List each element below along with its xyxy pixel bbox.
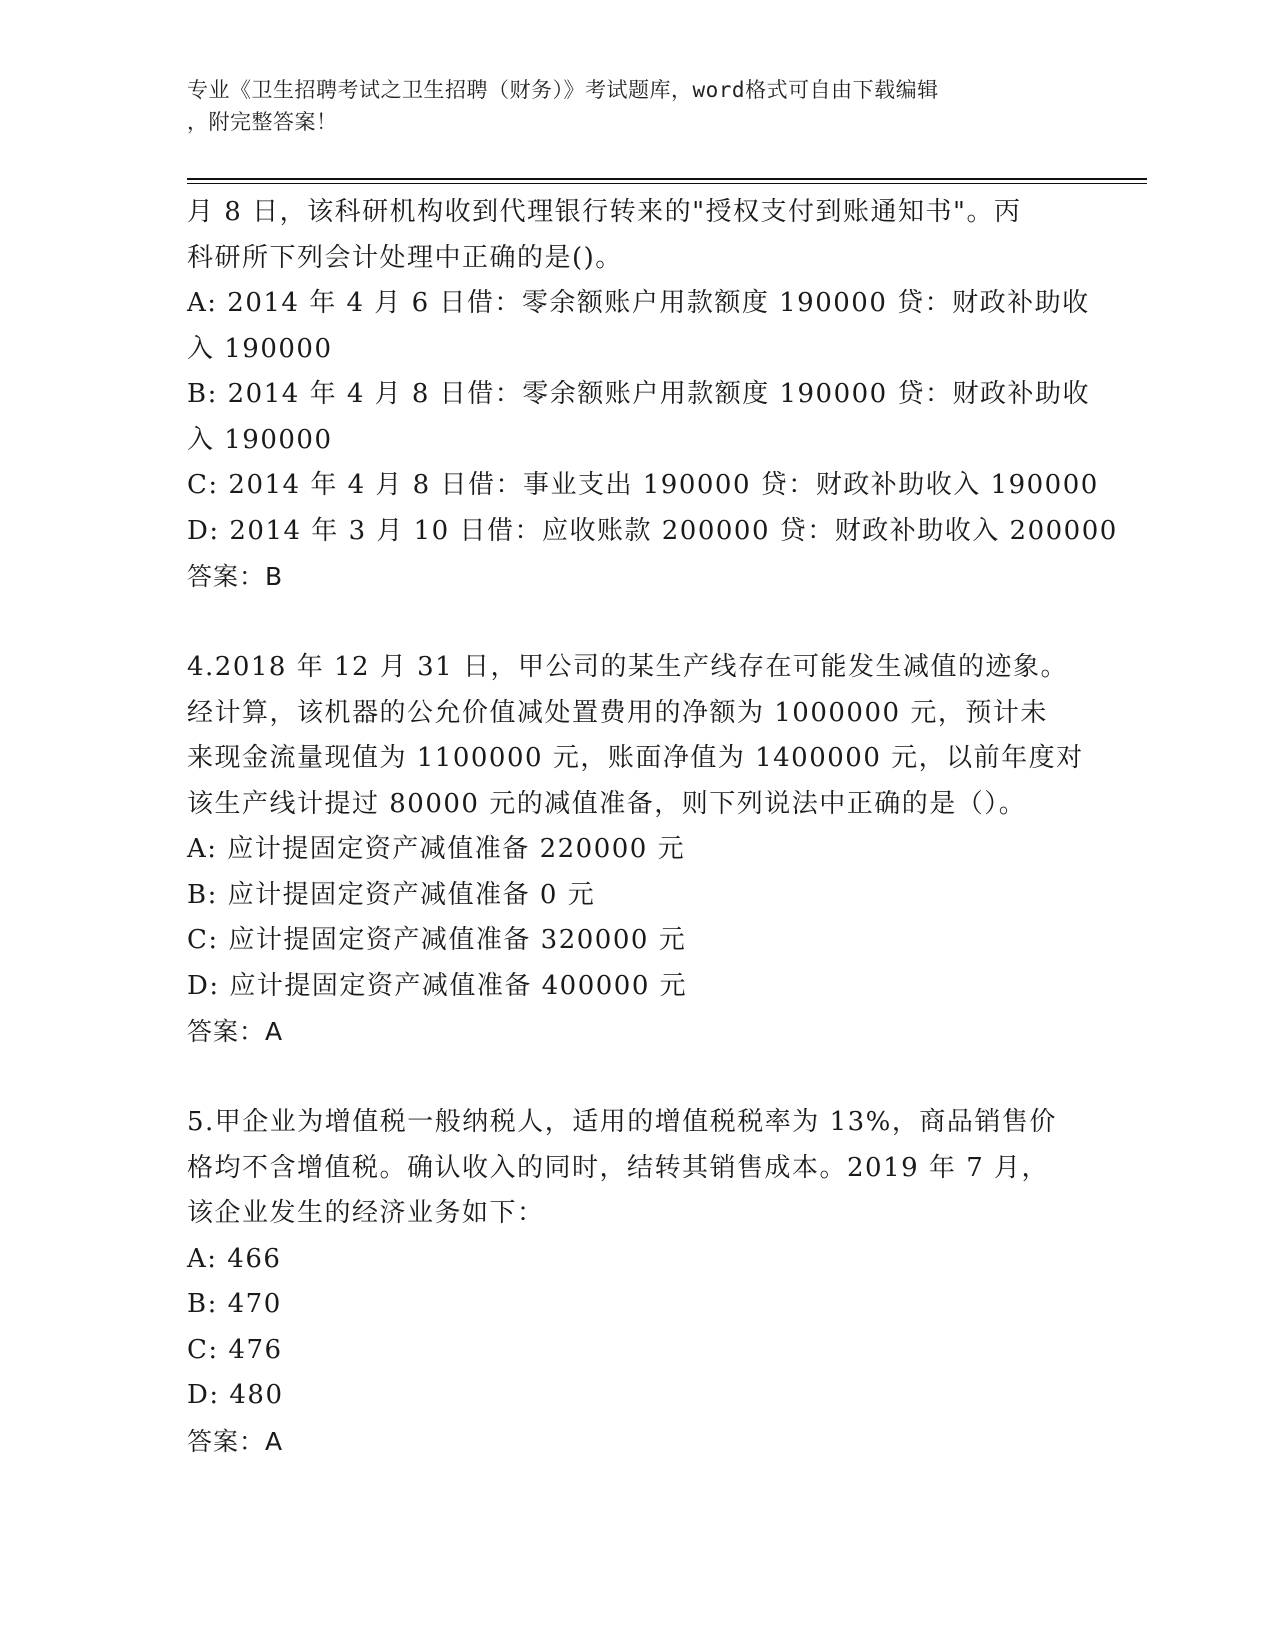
question-3-option-a-line-2: 入 190000 [187, 333, 333, 364]
question-5 [187, 1100, 1087, 1464]
question-4-option-d: D: 应计提固定资产减值准备 400000 元 [187, 970, 688, 1001]
question-4 [187, 645, 1087, 1055]
question-3-stem-line-2: 科研所下列会计处理中正确的是()。 [187, 242, 623, 273]
header-line-1: 专业《卫生招聘考试之卫生招聘（财务）》考试题库，word格式可自由下载编辑 [187, 78, 939, 102]
question-3-option-b-line-1: B: 2014 年 4 月 8 日借：零余额账户用款额度 190000 贷：财政补助收 [187, 379, 1090, 409]
question-3-stem-line-1: 月 8 日，该科研机构收到代理银行转来的"授权支付到账通知书"。丙 [187, 197, 1022, 227]
page-header [187, 74, 1067, 138]
question-3-option-d: D: 2014 年 3 月 10 日借：应收账款 200000 贷：财政补助收入 200000 [187, 515, 1118, 546]
question-5-option-c: C: 476 [187, 1334, 283, 1365]
question-3-answer: 答案：B [187, 562, 284, 591]
question-5-stem-line-3: 该企业发生的经济业务如下： [187, 1198, 545, 1228]
question-4-answer: 答案：A [187, 1017, 284, 1046]
question-4-stem-line-3: 来现金流量现值为 1100000 元，账面净值为 1400000 元，以前年度对 [187, 743, 1084, 773]
question-5-option-d: D: 480 [187, 1380, 284, 1410]
question-4-stem-line-2: 经计算，该机器的公允价值减处置费用的净额为 1000000 元，预计未 [187, 697, 1048, 728]
question-5-answer: 答案：A [187, 1426, 284, 1456]
spacer [187, 600, 1087, 646]
header-divider-thick [187, 178, 1147, 180]
question-4-option-a: A: 应计提固定资产减值准备 220000 元 [187, 834, 686, 864]
question-3-option-c: C: 2014 年 4 月 8 日借：事业支出 190000 贷：财政补助收入 190000 [187, 470, 1099, 500]
header-divider-thin [187, 183, 1147, 184]
question-4-stem-line-1: 4.2018 年 12 月 31 日，甲公司的某生产线存在可能发生减值的迹象。 [187, 652, 1068, 682]
question-4-option-c: C: 应计提固定资产减值准备 320000 元 [187, 925, 687, 955]
spacer [187, 1055, 1087, 1101]
question-4-stem-line-4: 该生产线计提过 80000 元的减值准备，则下列说法中正确的是（）。 [187, 788, 1027, 819]
header-line-2: ，附完整答案！ [187, 110, 338, 134]
question-5-option-a: A: 466 [187, 1243, 282, 1274]
question-4-option-b: B: 应计提固定资产减值准备 0 元 [187, 879, 596, 910]
question-5-option-b: B: 470 [187, 1289, 282, 1319]
question-3-option-b-line-2: 入 190000 [187, 424, 333, 455]
question-5-stem-line-1: 5.甲企业为增值税一般纳税人，适用的增值税税率为 13%，商品销售价 [187, 1107, 1057, 1137]
question-3 [187, 190, 1118, 600]
question-content [187, 190, 1118, 1464]
question-3-option-a-line-1: A: 2014 年 4 月 6 日借：零余额账户用款额度 190000 贷：财政补助收 [187, 288, 1090, 318]
question-5-stem-line-2: 格均不含增值税。确认收入的同时，结转其销售成本。2019 年 7 月， [187, 1152, 1050, 1183]
